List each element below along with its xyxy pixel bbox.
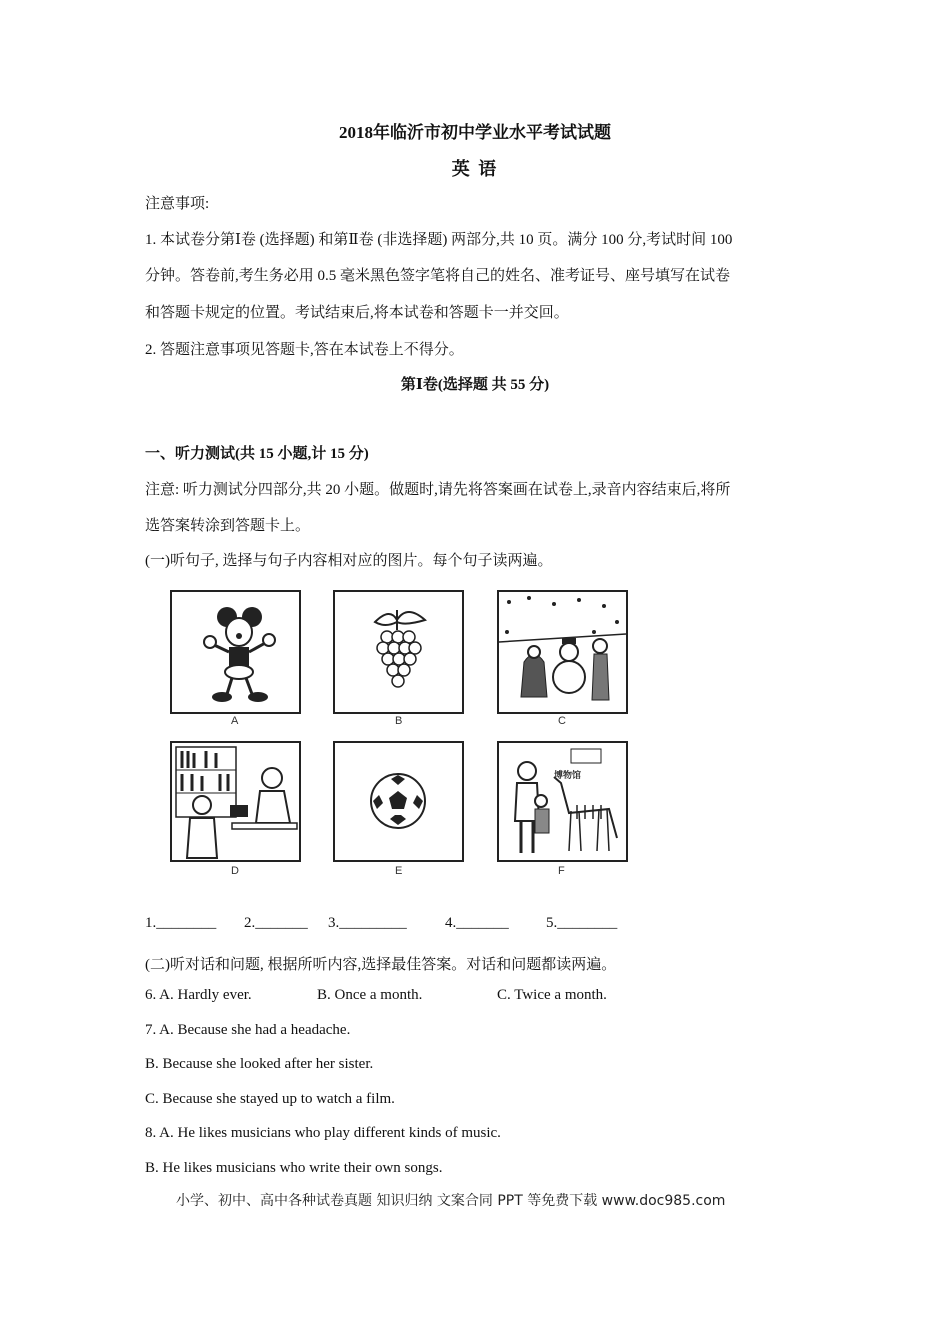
blank-4[interactable]: 4._______ [445, 915, 509, 931]
grapes-icon [335, 592, 462, 712]
picture-b [333, 590, 464, 714]
q6-option-c: C. Twice a month. [497, 987, 607, 1003]
picture-c [497, 590, 628, 714]
listening-note-line-1: 注意: 听力测试分四部分,共 20 小题。做题时,请先将答案画在试卷上,录音内容结束后,将所 [145, 482, 731, 498]
picture-label-c: C [558, 715, 566, 727]
picture-label-b: B [395, 715, 403, 727]
picture-label-d: D [231, 865, 239, 877]
museum-dinosaur-icon [499, 743, 626, 860]
library-icon [172, 743, 299, 860]
listening-note-line-2: 选答案转涂到答题卡上。 [145, 518, 311, 534]
notes-heading: 注意事项: [145, 196, 210, 212]
blank-1[interactable]: 1.________ [145, 915, 217, 931]
picture-label-a: A [231, 715, 239, 727]
answer-blanks [145, 915, 617, 932]
q6-option-a: 6. A. Hardly ever. [145, 987, 252, 1003]
museum-sign: 博物馆 [554, 770, 582, 780]
soccer-ball-icon [335, 743, 462, 860]
picture-a [170, 590, 301, 714]
picture-panel [145, 578, 655, 888]
blank-5[interactable]: 5.________ [546, 915, 618, 931]
q8-option-b: B. He likes musicians who write their own songs. [145, 1160, 443, 1176]
note-item-1-line-1: 1. 本试卷分第Ⅰ卷 (选择题) 和第Ⅱ卷 (非选择题) 两部分,共 10 页。满分 100 分,考试时间 100 [145, 232, 733, 248]
picture-e [333, 741, 464, 862]
q7-option-c: C. Because she stayed up to watch a film. [145, 1091, 395, 1107]
note-item-1-line-2: 分钟。答卷前,考生务必用 0.5 毫米黑色签字笔将自己的姓名、准考证号、座号填写在试卷 [145, 268, 731, 284]
blank-3[interactable]: 3._________ [328, 915, 407, 931]
q8-option-a: 8. A. He likes musicians who play different kinds of music. [145, 1125, 501, 1141]
footer-promo: 小学、初中、高中各种试卷真题 知识归纳 文案合同 PPT 等免费下载 www.doc985.com [176, 1193, 726, 1209]
q7-option-a: 7. A. Because she had a headache. [145, 1022, 351, 1038]
subject-title: 英 语 [451, 159, 499, 179]
section-1-instruction: (一)听句子, 选择与句子内容相对应的图片。每个句子读两遍。 [145, 553, 553, 569]
q6-option-b: B. Once a month. [317, 987, 423, 1003]
picture-label-e: E [395, 865, 403, 877]
note-item-2: 2. 答题注意事项见答题卡,答在本试卷上不得分。 [145, 342, 464, 358]
note-item-1-line-3: 和答题卡规定的位置。考试结束后,将本试卷和答题卡一并交回。 [145, 305, 569, 321]
snowman-icon [499, 592, 626, 712]
part-1-heading: 第Ⅰ卷(选择题 共 55 分) [400, 377, 550, 393]
listening-heading: 一、听力测试(共 15 小题,计 15 分) [145, 446, 369, 462]
picture-label-f: F [558, 865, 565, 877]
q7-option-b: B. Because she looked after her sister. [145, 1056, 374, 1072]
picture-d [170, 741, 301, 862]
picture-f [497, 741, 628, 862]
blank-2[interactable]: 2._______ [244, 915, 308, 931]
section-2-instruction: (二)听对话和问题, 根据所听内容,选择最佳答案。对话和问题都读两遍。 [145, 957, 617, 973]
mickey-mouse-icon [172, 592, 299, 712]
exam-title: 2018年临沂市初中学业水平考试试题 [339, 123, 611, 142]
